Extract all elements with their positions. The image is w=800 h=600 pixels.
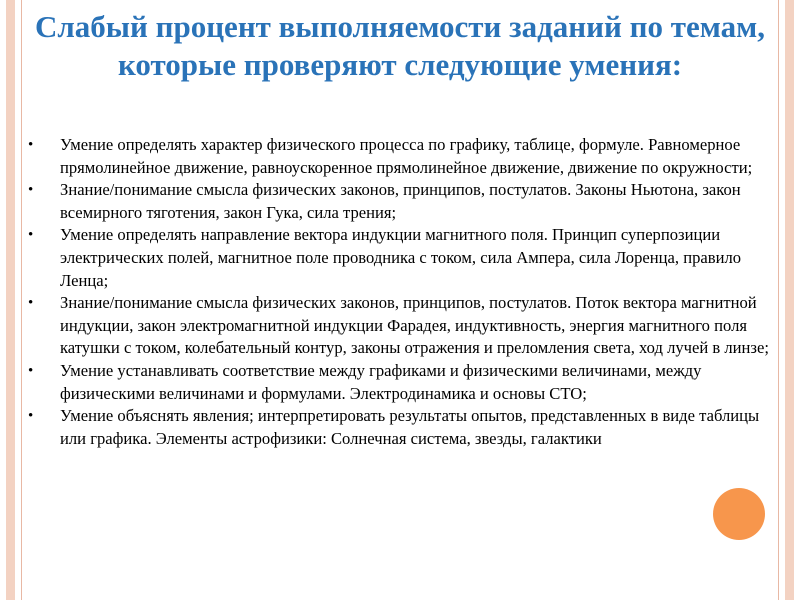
right-frame-border [778, 0, 800, 600]
bullet-text: Знание/понимание смысла физических законов, принципов, постулатов. Законы Ньютона, закон всемирного тяготения, закон Гука, сила трения; [60, 180, 741, 222]
bullet-item [26, 292, 776, 360]
bullet-list [26, 134, 776, 450]
bullet-icon: • [28, 182, 34, 199]
decorative-circle-icon [713, 488, 765, 540]
bullet-item [26, 360, 776, 405]
bullet-text: Умение объяснять явления; интерпретировать результаты опытов, представленных в виде таблицы или графика. Элементы астрофизики: Солнечная система, звезды, галактики [60, 406, 760, 448]
slide-title: Слабый процент выполняемости заданий по темам, которые проверяют следующие умения: [35, 9, 765, 82]
bullet-icon: • [28, 295, 34, 312]
bullet-icon: • [28, 227, 34, 244]
bullet-icon: • [28, 137, 34, 153]
bullet-item [26, 179, 776, 224]
bullet-item [26, 405, 776, 450]
bullet-text: Знание/понимание смысла физических законов, принципов, постулатов. Поток вектора магнитной индукции, закон электромагнитной индукции Фарадея, индуктивность, энергия магнитного поля катушки с током, колебательный контур, законы отражения и преломления света, ход лучей в линзе; [60, 293, 769, 358]
bullet-icon: • [28, 408, 34, 425]
bullet-icon: • [28, 362, 34, 379]
bullet-text: Умение определять направление вектора индукции магнитного поля. Принцип суперпозиции электрических полей, магнитное поле проводника с током, сила Ампера, сила Лоренца, правило Ленца; [60, 225, 742, 290]
bullet-text: Умение определять характер физического процесса по графику, таблице, формуле. Равномерное прямолинейное движение, равноускоренное прямолинейное движение, движение по окружности; [60, 135, 753, 177]
left-frame-border [0, 0, 22, 600]
bullet-item [26, 134, 776, 179]
bullet-text: Умение устанавливать соответствие между графиками и физическими величинами, между физическими величинами и формулами. Электродинамика и основы СТО; [60, 360, 702, 403]
left-frame-stripe [6, 0, 15, 600]
right-frame-stripe [785, 0, 794, 600]
bullet-item [26, 224, 776, 292]
